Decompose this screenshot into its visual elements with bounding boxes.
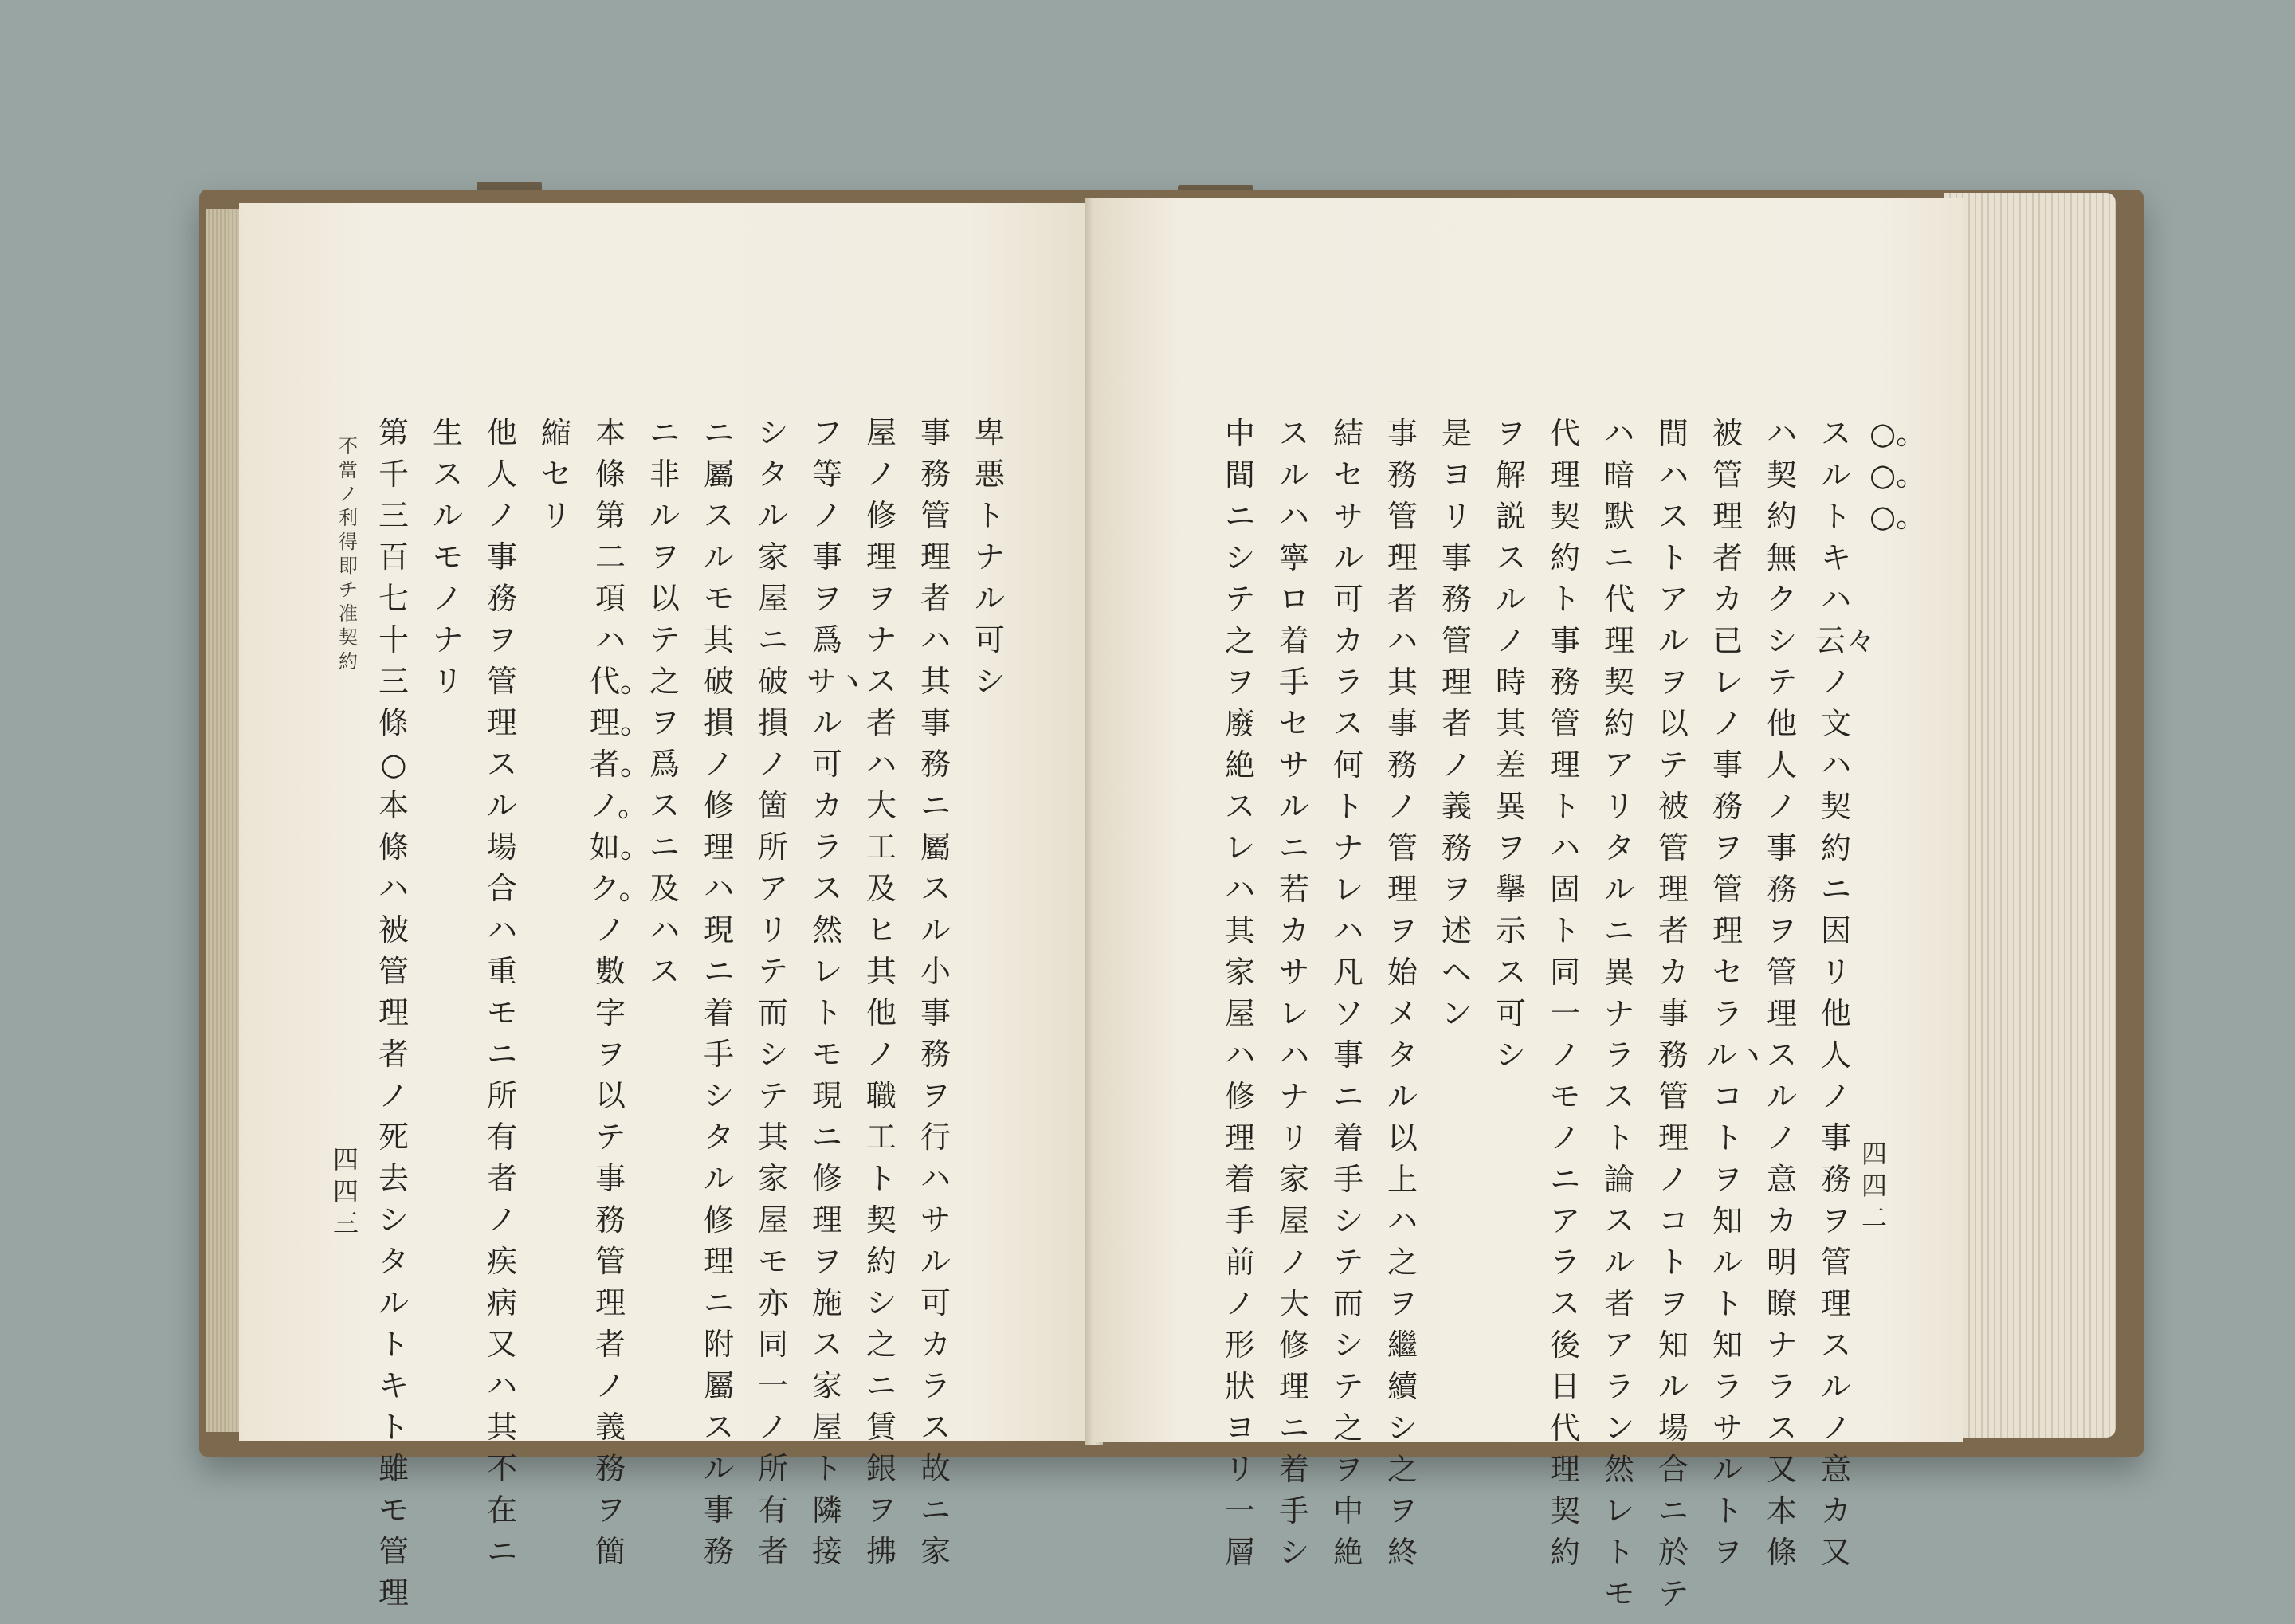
text-column: 屋ノ修理ヲナス者ハ大工及ヒ其他ノ職工ト契約シ之ニ賃銀ヲ拂 <box>865 415 896 1569</box>
text-column: スルトキハ云々ノ文ハ契約ニ因リ他人ノ事務ヲ管理スルノ意カ又 <box>1815 416 1877 1570</box>
text-column: 第千三百七十三條○本條ハ被管理者ノ死去シタルトキト雖モ管理 <box>378 415 409 1610</box>
right-page-edges <box>1944 193 2116 1438</box>
right-page <box>1093 198 1964 1611</box>
text-column: ニ屬スルモ其破損ノ修理ハ現ニ着手シタル修理ニ附屬スル事務 <box>703 415 734 1569</box>
text-column: 事務管理者ハ其事務ノ管理ヲ始メタル以上ハ之ヲ繼續シ之ヲ終 <box>1387 416 1418 1570</box>
text-column: 本條第二項ハ代。理。者。ノ。如。ク。ノ數字ヲ以テ事務管理者ノ義務ヲ簡 <box>590 415 651 1569</box>
left-page <box>239 203 1098 1610</box>
text-column: 被管理者カ已レノ事務ヲ管理セラルヽコトヲ知ルト知ラサルトヲ <box>1707 416 1768 1570</box>
text-column: 生スルモノナリ <box>432 415 463 699</box>
text-column: 事務管理者ハ其事務ニ屬スル小事務ヲ行ハサル可カラス故ニ家 <box>920 415 951 1569</box>
text-column: 間ハストアルヲ以テ被管理者カ事務管理ノコトヲ知ル場合ニ於テ <box>1658 416 1689 1611</box>
page-number-right: 四四二 <box>1861 1139 1887 1233</box>
text-column: 卑悪トナル可シ <box>974 415 1005 699</box>
text-column: ニ非ルヲ以テ之ヲ爲スニ及ハス <box>649 415 680 989</box>
text-column: 中間ニシテ之ヲ廢絶スレハ其家屋ハ修理着手前ノ形狀ヨリ一層 <box>1224 416 1255 1570</box>
text-column: シタル家屋ニ破損ノ箇所アリテ而シテ其家屋モ亦同一ノ所有者 <box>757 415 788 1569</box>
text-column: 他人ノ事務ヲ管理スル場合ハ重モニ所有者ノ疾病又ハ其不在ニ <box>486 415 517 1569</box>
text-column: ハ契約無クシテ他人ノ事務ヲ管理スルノ意カ明瞭ナラス又本條 <box>1766 416 1797 1570</box>
running-head: 不當ノ利得即チ准契約 <box>339 435 358 673</box>
text-column: 縮セリ <box>540 415 571 533</box>
text-column: 是ヨリ事務管理者ノ義務ヲ述ヘン <box>1441 416 1472 1031</box>
page-number-left: 四四三 <box>332 1144 359 1238</box>
text-column: ヲ解説スルノ時其差異ヲ擧示ス可シ <box>1495 416 1526 1073</box>
text-column: スルハ寧ロ着手セサルニ若カサレハナリ家屋ノ大修理ニ着手シ <box>1278 416 1309 1570</box>
text-column: フ等ノ事ヲ爲サヽル可カラス然レトモ現ニ修理ヲ施ス家屋ト隣接 <box>806 415 868 1569</box>
text-column: ○。○。○。 <box>1869 416 1927 534</box>
text-column: ハ暗默ニ代理契約アリタルニ異ナラスト論スル者アラン然レトモ <box>1603 416 1634 1611</box>
text-column: 代理契約ト事務管理トハ固ト同一ノモノニアラス後日代理契約 <box>1549 416 1580 1570</box>
text-column: 結セサル可カラス何トナレハ凡ソ事ニ着手シテ而シテ之ヲ中絶 <box>1332 416 1363 1570</box>
